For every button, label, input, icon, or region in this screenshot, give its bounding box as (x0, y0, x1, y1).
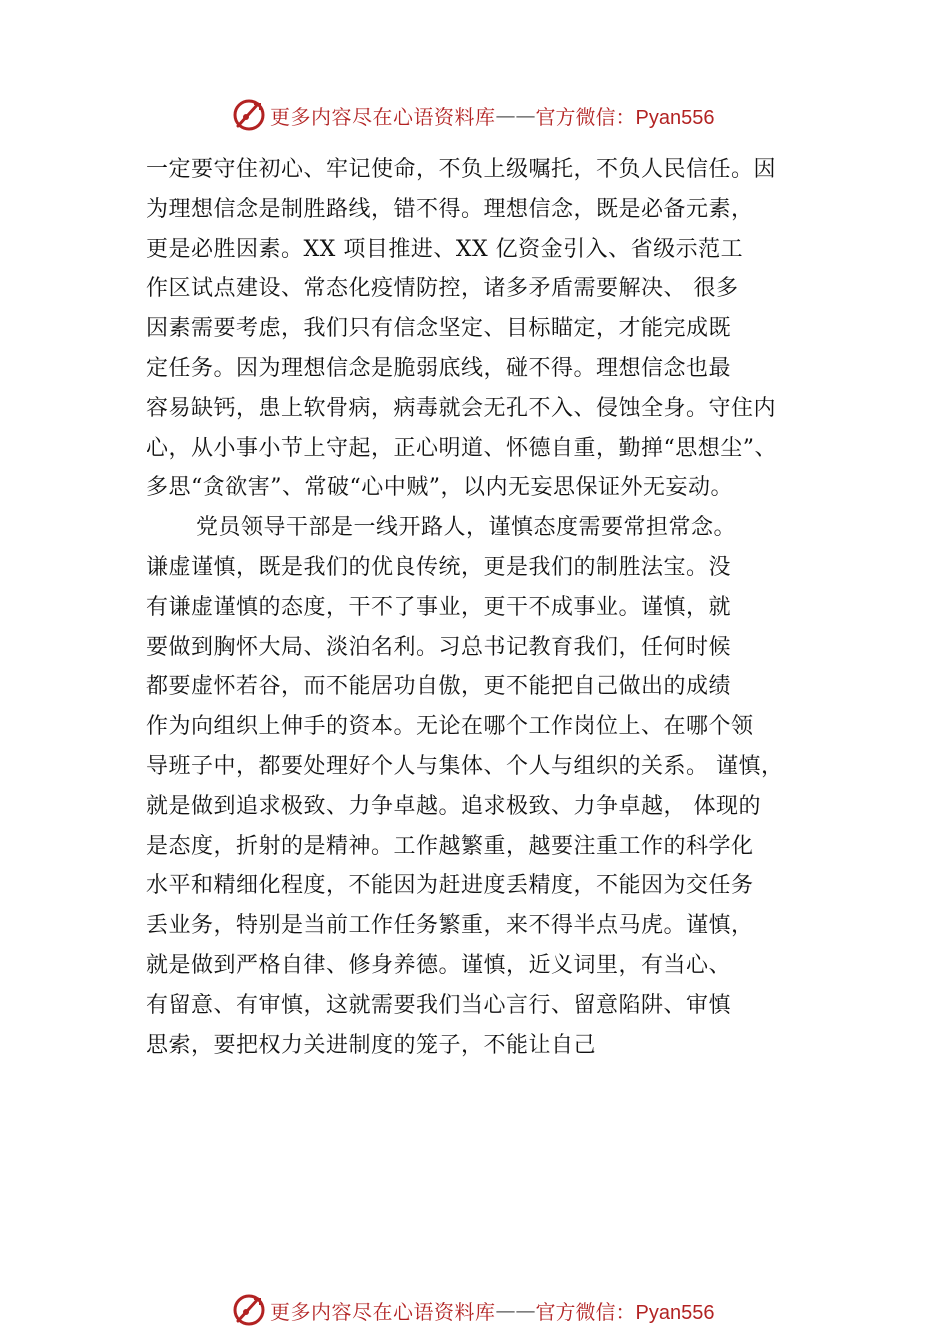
body-line: 是态度，折射的是精神。工作越繁重，越要注重工作的科学化 (146, 833, 754, 859)
body-line: 水平和精细化程度，不能因为赶进度丢精度，不能因为交任务 (146, 873, 754, 899)
body-line: 有谦虚谨慎的态度，干不了事业，更干不成事业。谨慎，就 (146, 594, 732, 620)
body-line: 为理想信念是制胜路线，错不得。理想信念，既是必备元素， (146, 196, 754, 222)
body-line: 容易缺钙，患上软骨病，病毒就会无孔不入、侵蚀全身。守住内 (146, 395, 777, 421)
paragraph-start-line: 党员领导干部是一线开路人，谨慎态度需要常担常念。 (196, 515, 737, 541)
body-line: 导班子中，都要处理好个人与集体、个人与组织的关系。 谨慎， (146, 753, 784, 779)
footer-brand: 更多内容尽在心语资料库 (270, 1299, 496, 1324)
red-pen-circle-logo (232, 1293, 266, 1327)
body-line: 思索，要把权力关进制度的笼子，不能让自己 (146, 1032, 597, 1058)
body-line: 有留意、有审慎，这就需要我们当心言行、留意陷阱、审慎 (146, 992, 732, 1018)
header-banner (232, 97, 714, 133)
header-brand: 更多内容尽在心语资料库 (270, 104, 496, 129)
body-line: 更是必胜因素。XX 项目推进、XX 亿资金引入、省级示范工 (146, 236, 744, 262)
body-line: 定任务。因为理想信念是脆弱底线，碰不得。理想信念也最 (146, 355, 732, 381)
document-body (146, 150, 836, 1065)
body-line: 就是做到追求极致、力争卓越。追求极致、力争卓越， 体现的 (146, 793, 761, 819)
body-line: 一定要守住初心、牢记使命，不负上级嘱托，不负人民信任。因 (146, 157, 777, 182)
body-line: 丢业务，特别是当前工作任务繁重，来不得半点马虎。谨慎， (146, 913, 754, 939)
body-line: 心，从小事小节上守起，正心明道、怀德自重，勤掸“思想尘”、 (146, 435, 777, 461)
footer-banner (232, 1292, 714, 1328)
header-wechat: 官方微信：Pyan556 (535, 106, 715, 129)
body-line: 就是做到严格自律、修身养德。谨慎，近义词里，有当心、 (146, 952, 732, 978)
body-line: 多思“贪欲害”、常破“心中贼”，以内无妄思保证外无妄动。 (146, 475, 733, 501)
red-pen-circle-logo (232, 98, 266, 132)
footer-separator: —— (495, 1298, 536, 1322)
body-line: 作区试点建设、常态化疫情防控，诸多矛盾需要解决、 很多 (146, 276, 739, 302)
body-line: 都要虚怀若谷，而不能居功自傲，更不能把自己做出的成绩 (146, 674, 732, 700)
body-line: 作为向组织上伸手的资本。无论在哪个工作岗位上、在哪个领 (146, 714, 754, 740)
body-line: 谦虚谨慎，既是我们的优良传统，更是我们的制胜法宝。没 (146, 554, 732, 580)
body-line: 因素需要考虑，我们只有信念坚定、目标瞄定，才能完成既 (146, 316, 732, 342)
header-separator: —— (495, 103, 536, 127)
body-line: 要做到胸怀大局、淡泊名利。习总书记教育我们，任何时候 (146, 634, 732, 660)
footer-wechat: 官方微信：Pyan556 (535, 1301, 715, 1324)
